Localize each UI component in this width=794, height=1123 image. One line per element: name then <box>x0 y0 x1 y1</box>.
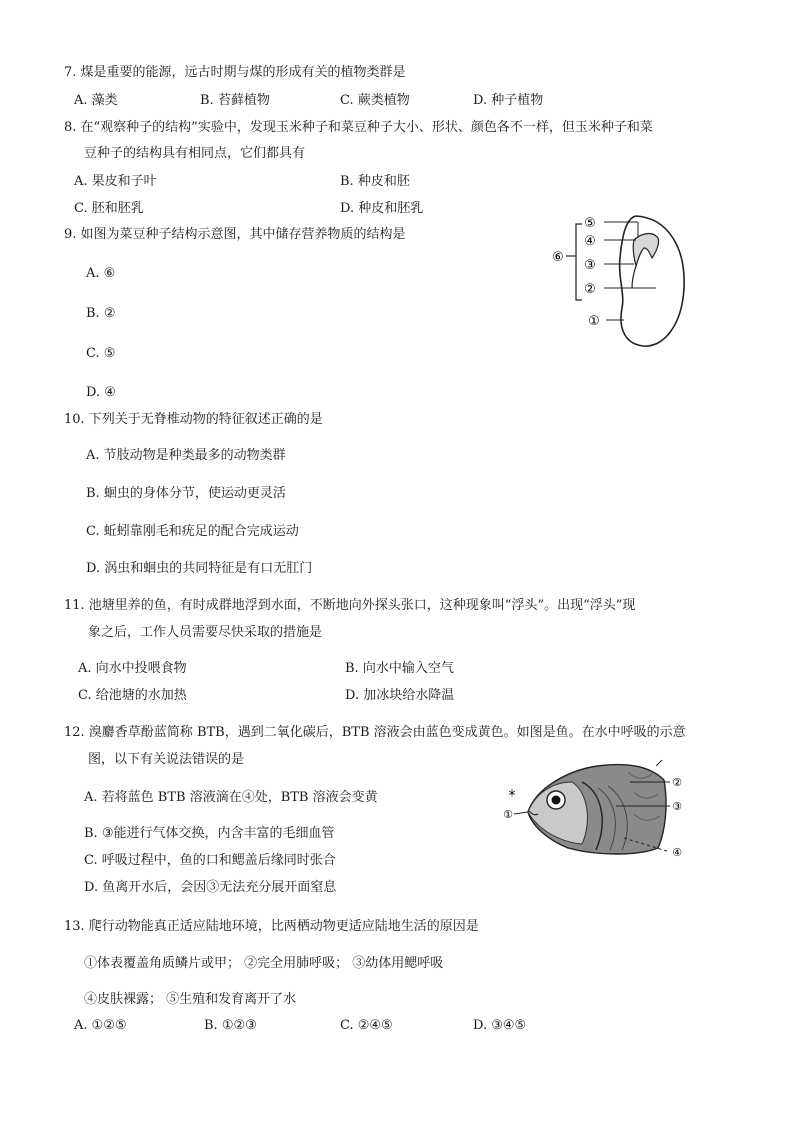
q11-option-d: D. 加冰块给水降温 <box>345 688 455 703</box>
seed-label-5: ⑤ <box>584 216 596 231</box>
q13-statement-line2: ④皮肤裸露； ⑤生殖和发育离开了水 <box>84 992 297 1007</box>
seed-label-4: ④ <box>584 234 596 249</box>
fish-label-star: * <box>508 788 516 804</box>
q11-stem-line1: 11. 池塘里养的鱼，有时成群地浮到水面，不断地向外探头张口，这种现象叫“浮头”。出现“浮头”现 <box>64 598 636 613</box>
fish-label-2: ② <box>672 776 682 789</box>
q9-option-a: A. ⑥ <box>86 266 116 281</box>
fish-label-4: ④ <box>672 846 682 859</box>
q10-option-a: A. 节肢动物是种类最多的动物类群 <box>86 448 286 463</box>
q7-stem: 7. 煤是重要的能源，远古时期与煤的形成有关的植物类群是 <box>64 65 406 80</box>
q8-stem-line1: 8. 在“观察种子的结构”实验中，发现玉米种子和菜豆种子大小、形状、颜色各不一样，但玉米种子和菜 <box>64 120 653 135</box>
q8-stem-line2: 豆种子的结构具有相同点，它们都具有 <box>84 146 306 161</box>
fish-label-1: ① <box>503 808 513 821</box>
q8-option-a: A. 果皮和子叶 <box>74 174 157 189</box>
q12-stem-line1: 12. 溴麝香草酚蓝简称 BTB，遇到二氧化碳后，BTB 溶液会由蓝色变成黄色。如图是鱼。在水中呼吸的示意 <box>64 725 686 740</box>
q10-option-c: C. 蚯蚓靠刚毛和疣足的配合完成运动 <box>86 524 299 539</box>
seed-label-3: ③ <box>584 258 596 273</box>
q10-option-b: B. 蛔虫的身体分节，使运动更灵活 <box>86 486 286 501</box>
q8-option-c: C. 胚和胚乳 <box>74 201 144 216</box>
q13-option-b: B. ①②③ <box>204 1018 257 1033</box>
q8-option-d: D. 种皮和胚乳 <box>340 201 424 216</box>
q13-statement-line1: ①体表覆盖角质鳞片或甲； ②完全用肺呼吸； ③幼体用鳃呼吸 <box>84 956 444 971</box>
seed-label-6: ⑥ <box>552 250 564 265</box>
q10-option-d: D. 涡虫和蛔虫的共同特征是有口无肛门 <box>86 561 313 576</box>
radicle-line <box>632 266 636 288</box>
label-bracket <box>576 224 582 300</box>
q12-option-d: D. 鱼离开水后，会因③无法充分展开面窒息 <box>84 880 337 895</box>
q12-stem-line2: 图，以下有关说法错误的是 <box>88 752 245 767</box>
q11-option-a: A. 向水中投喂食物 <box>78 661 187 676</box>
q8-option-b: B. 种皮和胚 <box>340 174 410 189</box>
q7-option-c: C. 蕨类植物 <box>340 93 410 108</box>
q12-option-c: C. 呼吸过程中，鱼的口和鳃盖后缘同时张合 <box>84 853 336 868</box>
leader-line-1 <box>514 812 528 814</box>
q11-option-c: C. 给池塘的水加热 <box>78 688 187 703</box>
q10-stem: 10. 下列关于无脊椎动物的特征叙述正确的是 <box>64 412 323 427</box>
q13-stem: 13. 爬行动物能真正适应陆地环境，比两栖动物更适应陆地生活的原因是 <box>64 919 479 934</box>
fish-pupil <box>552 796 561 805</box>
fish-respiration-diagram <box>498 752 694 864</box>
bean-seed-diagram <box>548 208 698 353</box>
q7-option-d: D. 种子植物 <box>473 93 544 108</box>
seed-label-2: ② <box>584 282 596 297</box>
q13-option-c: C. ②④⑤ <box>340 1018 393 1033</box>
q9-option-d: D. ④ <box>86 385 116 400</box>
q11-option-b: B. 向水中输入空气 <box>345 661 454 676</box>
q12-option-b: B. ③能进行气体交换，内含丰富的毛细血管 <box>84 826 335 841</box>
q7-option-a: A. 藻类 <box>74 93 118 108</box>
q9-option-c: C. ⑤ <box>86 346 116 361</box>
q7-option-b: B. 苔藓植物 <box>200 93 270 108</box>
seed-label-1: ① <box>588 314 600 329</box>
q13-option-a: A. ①②⑤ <box>74 1018 127 1033</box>
q9-option-b: B. ② <box>86 306 116 321</box>
fish-label-3: ③ <box>672 800 682 813</box>
tail-mark <box>656 760 662 766</box>
q9-stem: 9. 如图为菜豆种子结构示意图，其中储存营养物质的结构是 <box>64 227 406 242</box>
q12-option-a: A. 若将蓝色 BTB 溶液滴在④处，BTB 溶液会变黄 <box>84 790 378 805</box>
q13-option-d: D. ③④⑤ <box>473 1018 527 1033</box>
embryo-shape <box>633 234 658 266</box>
q11-stem-line2: 象之后，工作人员需要尽快采取的措施是 <box>88 625 323 640</box>
